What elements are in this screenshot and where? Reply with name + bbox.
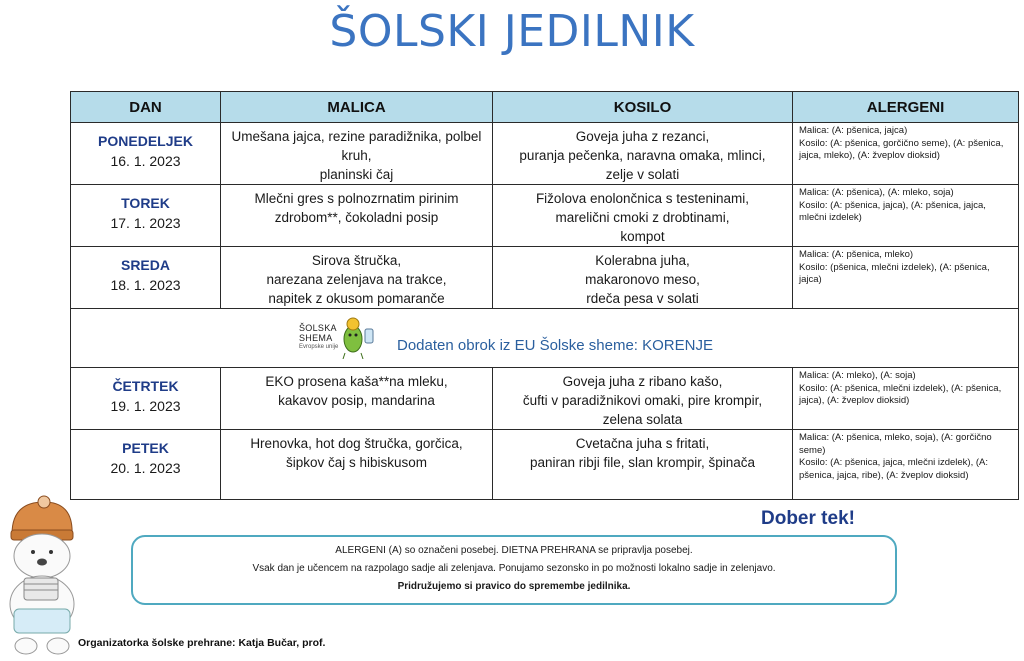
day-name: ČETRTEK (112, 378, 179, 394)
day-name: SREDA (120, 257, 170, 273)
page-title: ŠOLSKI JEDILNIK (329, 6, 695, 57)
malica-cell (221, 247, 493, 309)
logo-line-2: SHEMA (299, 333, 333, 343)
kosilo-line: čufti v paradižnikovi omaki, pire krompir, (522, 393, 763, 408)
kosilo-line: Kolerabna juha, (595, 253, 690, 268)
malica-cell (221, 368, 493, 430)
alergeni-line: Kosilo: (A: pšenica, jajca), (A: pšenica, jajca, mlečni izdelek) (799, 199, 986, 223)
logo-subtitle: Evropske unije (299, 344, 339, 350)
logo-line-1: ŠOLSKA (299, 323, 337, 333)
malica-line: Umešana jajca, rezine paradižnika, polbel (231, 129, 482, 144)
malica-line: zdrobom**, čokoladni posip (274, 210, 439, 225)
header-alergeni: ALERGENI (793, 92, 1019, 123)
day-cell (71, 247, 221, 309)
kosilo-line: Cvetačna juha s fritati, (575, 436, 710, 451)
school-scheme-row (71, 309, 1019, 368)
notice-line-3: Pridružujemo si pravico do spremembe jedilnika. (397, 581, 631, 592)
notice-box (131, 535, 897, 605)
menu-table (70, 91, 1019, 500)
school-scheme-cell (71, 309, 1019, 368)
kosilo-line: zelje v solati (605, 167, 680, 182)
kosilo-line: Goveja juha z rezanci, (575, 129, 710, 144)
alergeni-cell (793, 185, 1019, 247)
day-name: PONEDELJEK (98, 133, 193, 149)
kosilo-line: puranja pečenka, naravna omaka, mlinci, (519, 148, 766, 163)
malica-line: kruh, (341, 148, 372, 163)
kosilo-line: paniran ribji file, slan krompir, špinača (529, 455, 756, 470)
malica-cell (221, 123, 493, 185)
alergeni-line: Malica: (A: mleko), (A: soja) (799, 370, 916, 381)
alergeni-line: Kosilo: (A: pšenica, gorčično seme), (A: pšenica, jajca, mleko), (A: žveplov dioksid) (799, 137, 1004, 161)
logo-text (299, 323, 337, 343)
malica-line: narezana zelenjava na trakce, (266, 272, 447, 287)
header-kosilo: KOSILO (493, 92, 793, 123)
alergeni-cell (793, 430, 1019, 500)
kosilo-line: Fižolova enolončnica s testeninami, (535, 191, 750, 206)
malica-line: EKO prosena kaša**na mleku, (265, 374, 448, 389)
kosilo-cell (493, 247, 793, 309)
school-scheme-logo (299, 315, 379, 359)
alergeni-line: Malica: (A: pšenica), (A: mleko, soja) (799, 187, 954, 198)
malica-line: planinski čaj (319, 167, 394, 182)
table-row (71, 430, 1019, 500)
kosilo-cell (493, 368, 793, 430)
table-row (71, 247, 1019, 309)
table-row (71, 185, 1019, 247)
day-date: 19. 1. 2023 (110, 398, 181, 414)
table-row (71, 123, 1019, 185)
table-row (71, 368, 1019, 430)
alergeni-line: Kosilo: (pšenica, mlečni izdelek), (A: pšenica, jajca) (799, 261, 990, 285)
malica-line: Hrenovka, hot dog štručka, gorčica, (250, 436, 463, 451)
kosilo-line: kompot (620, 229, 665, 244)
day-date: 18. 1. 2023 (110, 277, 181, 293)
notice-line-1: ALERGENI (A) so označeni posebej. DIETNA PREHRANA se pripravlja posebej. (335, 545, 693, 556)
day-name: TOREK (121, 195, 170, 211)
kosilo-cell (493, 123, 793, 185)
alergeni-cell (793, 368, 1019, 430)
alergeni-line: Kosilo: (A: pšenica, mlečni izdelek), (A: pšenica, jajca), (A: žveplov dioksid) (799, 382, 1002, 406)
kosilo-line: makaronovo meso, (585, 272, 700, 287)
bear-illustration (2, 494, 82, 659)
notice-line-2: Vsak dan je učencem na razpolago sadje ali zelenjava. Ponujamo sezonsko in po možnosti lokalno sadje in zelenjavo. (252, 563, 776, 574)
kosilo-line: zelena solata (602, 412, 683, 427)
dober-tek-text: Dober tek! (761, 508, 855, 529)
day-date: 16. 1. 2023 (110, 153, 181, 169)
day-cell (71, 368, 221, 430)
day-cell (71, 123, 221, 185)
school-scheme-text: Dodaten obrok iz EU Šolske sheme: KORENJE (397, 337, 713, 354)
kosilo-cell (493, 430, 793, 500)
day-cell (71, 185, 221, 247)
alergeni-cell (793, 247, 1019, 309)
alergeni-line: Malica: (A: pšenica, mleko, soja), (A: gorčično seme) (799, 432, 992, 456)
malica-cell (221, 185, 493, 247)
fruit-mascot-icon (337, 315, 379, 359)
kosilo-line: rdeča pesa v solati (586, 291, 699, 306)
header-malica: MALICA (221, 92, 493, 123)
malica-line: Mlečni gres s polnozrnatim pirinim (254, 191, 459, 206)
day-date: 17. 1. 2023 (110, 215, 181, 231)
kosilo-cell (493, 185, 793, 247)
alergeni-line: Kosilo: (A: pšenica, jajca, mlečni izdelek), (A: pšenica, jajca, ribe), (A: žveplov dioksid) (799, 457, 989, 481)
day-date: 20. 1. 2023 (110, 460, 181, 476)
day-cell (71, 430, 221, 500)
kosilo-line: Goveja juha z ribano kašo, (562, 374, 723, 389)
malica-line: napitek z okusom pomaranče (268, 291, 445, 306)
footer-organizer: Organizatorka šolske prehrane: Katja Bučar, prof. (78, 637, 326, 649)
day-name: PETEK (122, 440, 169, 456)
malica-line: šipkov čaj s hibiskusom (285, 455, 428, 470)
alergeni-line: Malica: (A: pšenica, jajca) (799, 125, 908, 136)
malica-cell (221, 430, 493, 500)
malica-line: kakavov posip, mandarina (278, 393, 435, 408)
alergeni-line: Malica: (A: pšenica, mleko) (799, 249, 914, 260)
kosilo-line: marelični cmoki z drobtinami, (555, 210, 730, 225)
alergeni-cell (793, 123, 1019, 185)
header-day: DAN (71, 92, 221, 123)
malica-line: Sirova štručka, (311, 253, 402, 268)
table-header-row (71, 92, 1019, 123)
